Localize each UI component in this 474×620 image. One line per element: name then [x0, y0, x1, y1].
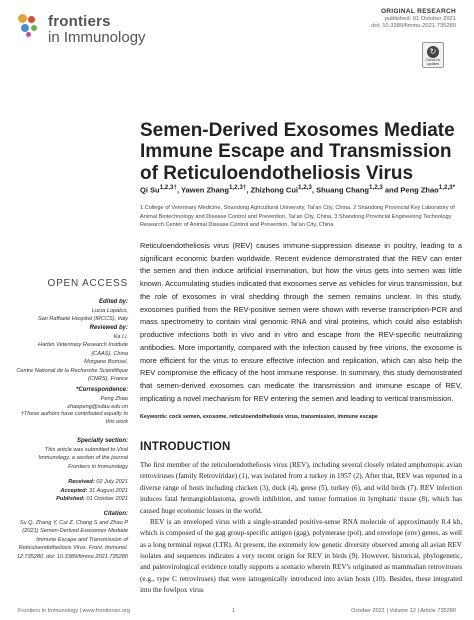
editor-info: Lucia Lopalco, San Raffaele Hospital (IRCCS), Italy: [37, 308, 128, 323]
page-footer: [0, 606, 474, 620]
journal-name-line1: frontiers: [48, 13, 111, 30]
published-date: published: 01 October 2021: [384, 16, 456, 23]
page-header: [0, 0, 474, 80]
paragraph: The first member of the reticuloendotheliosis virus (REV), including several closely related amphotropic avian retroviruses (family Retroviridae) (1), was isolated from a turkey in 1957 (2). After that, REV was reported in a diverse range of hosts including chicken (3), duck (4), geese (5), turkey (6), and wild birds (7). REV infection induces fatal hemangioblastoma, growth inhibition, and tumor formation in lymphatic tissue (8), which has caused huge economic losses in the world.: [140, 461, 462, 515]
journal-logo[interactable]: [18, 14, 146, 46]
article-title: Semen-Derived Exosomes Mediate Immune Escape and Transmission of Reticuloendotheliosis Virus: [140, 120, 455, 184]
correspondence-info[interactable]: Peng Zhao zhaopeng@sdau.edu.cn: [67, 396, 128, 411]
dates-block: [16, 478, 128, 504]
received-date: 02 July 2021: [96, 479, 128, 485]
contribution-note: †These authors have contributed equally to this work: [20, 411, 128, 426]
accepted-label: Accepted:: [60, 487, 88, 494]
abstract: Reticuloendotheliosis virus (REV) causes immune-suppression disease in poultry, leading to a significant economic burden worldwide. Recent evidence demonstrated that the REV can enter the semen and then induce artificial insemination, but how the virus gets into semen was little known. Accumulating studies indicated that exosomes serve as vehicles for virus transmission, but the role of exosomes in viral shedding through the semen remains unclear. In this study, exosomes purified from the REV-positive semen were shown with reverse transcription-PCR and mass spectrometry to contain viral genomic RNA and viral proteins, which could also establish productive infections both in vivo and in vitro and escape from the REV-specific neutralizing antibodies. More importantly, compared with the infection caused by free virions, the exosome is more efficient for the virus to ensure effective infection and replication, which can also help the REV compromise the efficacy of the host immune response. In summary, this study demonstrated that semen-derived exosomes can medicate the transmission and immune escape of REV, implicating a novel mechanism for REV entering the semen and leading to vertical transmission.: [140, 241, 462, 403]
specialty-heading: Specialty section:: [76, 438, 128, 444]
open-access-label: OPEN ACCESS: [47, 278, 128, 289]
citation-heading: Citation:: [103, 511, 128, 517]
check-for-updates-button[interactable]: [422, 42, 444, 68]
citation-block: [16, 510, 128, 561]
reviewed-by-heading: Reviewed by:: [89, 325, 128, 331]
refresh-icon: ↻: [427, 46, 439, 58]
correspondence-block: [16, 386, 128, 412]
journal-name-line2: in Immunology: [48, 28, 146, 46]
section-title: INTRODUCTION: [140, 441, 231, 453]
keywords: Keywords: cock semen, exosome, reticuloendotheliosis virus, transmission, immune escape: [140, 414, 378, 420]
published-label: Published:: [56, 496, 85, 503]
frontiers-logo-icon: [18, 14, 44, 40]
received-label: Received:: [68, 479, 95, 485]
published-date-sidebar: 01 October 2021: [86, 496, 128, 503]
specialty-info: This article was submitted to Viral Immunology, a section of the journal Frontiers in Immunology: [38, 447, 128, 470]
article-meta: [371, 8, 456, 31]
accepted-date: 31 August 2021: [89, 487, 128, 494]
edited-by-heading: Edited by:: [98, 299, 128, 305]
paragraph: REV is an enveloped virus with a single-stranded positive-sense RNA molecule of approximately 8.4 kb, which is composed of the gag group-specific antigen (gag), polymerase (pol), and envelope (env) genes, as well as a long terminal repeat (LTR). At present, the extremely low genetic diversity observed among all avian REV isolates and sequences indicates a very recent origin for REV in birds (9). However, historical, phylogenetic, and paleovirological evidence totally supports a scenario wherein REV's originated as mammalian retroviruses (e.g., type C retroviruses) that were iatrogenically introduced into avian hosts (10). Besides, these integrated into the fowlpox virus: [140, 517, 462, 595]
article-doi[interactable]: doi: 10.3389/fimmu.2021.735280: [371, 23, 456, 30]
edited-by-block: [16, 298, 128, 324]
article-type: ORIGINAL RESEARCH: [380, 8, 456, 15]
correspondence-heading: *Correspondence:: [75, 387, 128, 393]
footer-journal[interactable]: Frontiers in Immunology | www.frontiersin.org: [18, 608, 131, 614]
specialty-block: [16, 437, 128, 471]
affiliations: 1 College of Veterinary Medicine, Shandong Agricultural University, Tai'an City, China, 2 Shandong Provincial Key Laboratory of Animal Biotechnology and Disease Control and Prevention, Tai'an City, China, 3 Shandong Provincial Engineering Technology Research Center of Animal Disease Control and Prevention, Tai'an City, China: [140, 205, 455, 229]
reviewer-info: Ka Li, Harbin Veterinary Research Institute (CAAS), China Morgane Bomsel, Centre National de la Recherche Scientifique (CNRS), France: [16, 334, 128, 382]
footer-issue: October 2021 | Volume 12 | Article 735280: [351, 608, 456, 614]
reviewed-by-block: [16, 324, 128, 383]
page-number: 1: [232, 608, 236, 614]
citation-info[interactable]: Su Q, Zhang Y, Cui Z, Chang S and Zhao P (2021) Semen-Derived Exosomes Mediate Immune Escape and Transmission of Reticuloendotheliosis Virus. Front. Immunol. 12:735280. doi: 10.3389/fimmu.2021.735280: [16, 520, 128, 560]
body-text: [140, 460, 462, 597]
author-list: Qi $Su^{1,2,3\dagger}$, Yawen Zhang$^{1,2,3\dagger}$, Zhizhong Cui$^{1,2,3}$, Shuang Chang$^{1,2,3}$ and Peng Zhao$^{1,2,3*}$: [140, 184, 456, 195]
check-updates-label: Check for updates: [425, 58, 441, 66]
